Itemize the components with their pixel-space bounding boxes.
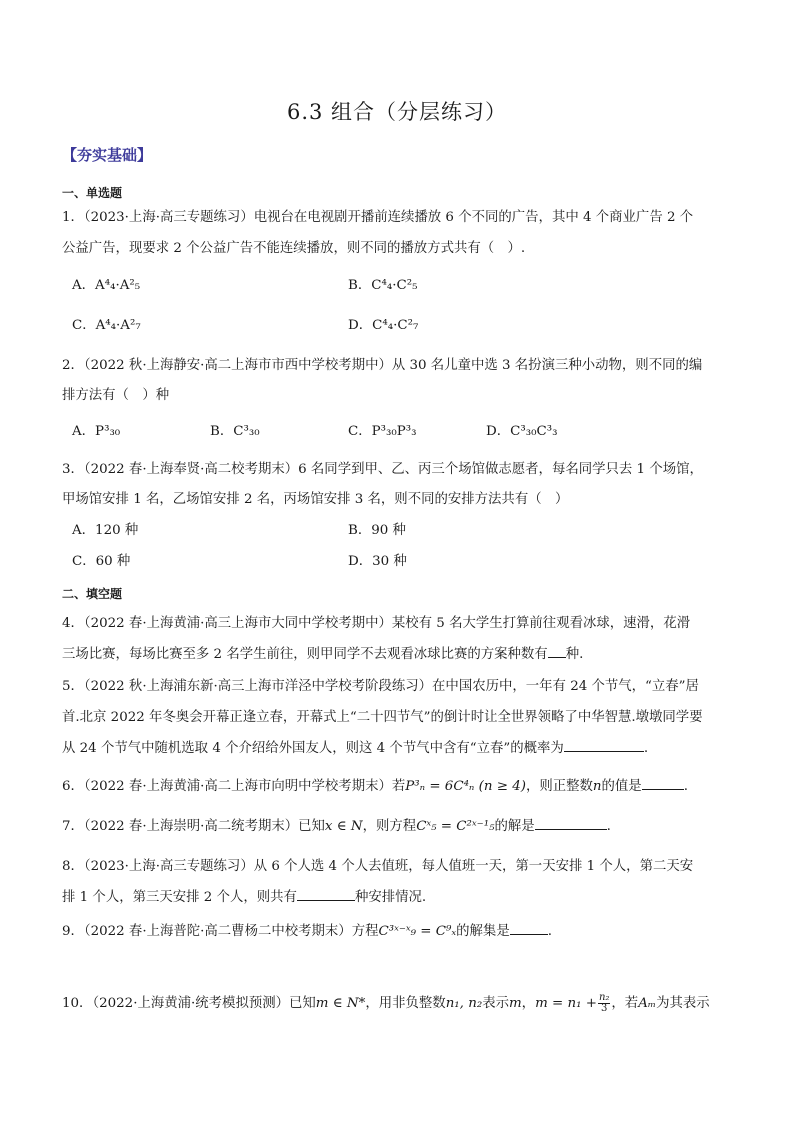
answer-blank-6[interactable] bbox=[642, 777, 684, 790]
question-3-line-1: 3．（2022 春·上海奉贤·高二校考期末）6 名同学到甲、乙、丙三个场馆做志愿者，每名同学只去 1 个场馆， bbox=[62, 462, 703, 477]
question-7-middle: ，则方程 bbox=[362, 819, 417, 834]
question-4-text: 三场比赛，每场比赛至多 2 名学生前往，则甲同学不去观看冰球比赛的方案种数有 bbox=[62, 647, 548, 662]
question-1-option-b: B．C⁴₄·C²₅ bbox=[348, 278, 418, 293]
fraction-denominator: 3 bbox=[601, 1003, 608, 1014]
question-9-line bbox=[62, 920, 552, 939]
page-title: 6.3 组合（分层练习） bbox=[286, 100, 508, 124]
question-10-m: m bbox=[508, 996, 522, 1011]
answer-blank-4[interactable] bbox=[548, 645, 566, 658]
question-10-sep: ， bbox=[521, 996, 536, 1011]
question-1-option-a: A．A⁴₄·A²₅ bbox=[72, 278, 141, 293]
question-2-option-a: A．P³₃₀ bbox=[72, 424, 121, 439]
question-3-option-a: A．120 种 bbox=[72, 523, 139, 538]
question-3-option-c: C．60 种 bbox=[72, 554, 131, 569]
question-10-vars: n₁, n₂ bbox=[445, 996, 483, 1011]
question-9-formula: C³ˣ⁻ˣ₉ = C⁹ₓ bbox=[378, 924, 457, 939]
section-heading-single-choice: 一、单选题 bbox=[62, 186, 123, 200]
question-8-text: 排 1 个人，第三天安排 2 个人，则共有 bbox=[62, 890, 297, 905]
question-7-suffix: 的解是 bbox=[494, 819, 535, 834]
question-4-text-end: 种. bbox=[565, 647, 584, 662]
question-4-line-1: 4．（2022 春·上海黄浦·高三上海市大同中学校考期中）某校有 5 名大学生打算前往观看冰球，速滑，花滑 bbox=[62, 616, 691, 631]
question-7-formula: Cˣ₅ = C²ˣ⁻¹₅ bbox=[416, 819, 495, 834]
question-4-line-2 bbox=[62, 643, 583, 662]
question-10-line bbox=[62, 992, 710, 1014]
question-3-line-2: 甲场馆安排 1 名，乙场馆安排 2 名，丙场馆安排 3 名，则不同的安排方法共有（ ） bbox=[62, 492, 569, 507]
question-9-end: . bbox=[547, 924, 552, 939]
question-8-line-1: 8．（2023·上海·高三专题练习）从 6 个人选 4 个人去值班，每人值班一天，第一天安排 1 个人，第二天安 bbox=[62, 859, 694, 874]
question-8-line-2 bbox=[62, 886, 426, 905]
question-5-line-2: 首.北京 2022 年冬奥会开幕正逢立春，开幕式上“二十四节气”的倒计时让全世界领略了中华智慧.墩墩同学要 bbox=[62, 710, 703, 725]
question-2-line-2: 排方法有（ ）种 bbox=[62, 388, 170, 403]
section-heading-fill-blank: 二、填空题 bbox=[62, 587, 123, 601]
question-1-option-c: C．A⁴₄·A²₇ bbox=[72, 318, 141, 333]
question-10-condition: m ∈ N* bbox=[315, 996, 366, 1011]
question-6-line bbox=[62, 775, 688, 794]
question-6-end: . bbox=[683, 779, 688, 794]
question-5-line-3 bbox=[62, 737, 648, 756]
question-2-option-b: B．C³₃₀ bbox=[210, 424, 260, 439]
question-6-middle: ，则正整数 bbox=[525, 779, 593, 794]
question-9-suffix: 的解集是 bbox=[456, 924, 510, 939]
question-5-end: . bbox=[643, 741, 649, 756]
question-7-text: 7．（2022 春·上海崇明·高二统考期末）已知 bbox=[62, 819, 325, 834]
question-3-option-b: B．90 种 bbox=[348, 523, 406, 538]
question-2-line-1: 2．（2022 秋·上海静安·高二上海市市西中学校考期中）从 30 名儿童中选 3 名扮演三种小动物，则不同的编 bbox=[62, 358, 703, 373]
answer-blank-5[interactable] bbox=[564, 739, 644, 752]
answer-blank-7[interactable] bbox=[535, 817, 607, 830]
question-1-line-2: 公益广告，现要求 2 个公益广告不能连续播放，则不同的播放方式共有（ ）. bbox=[62, 241, 526, 256]
question-7-condition: x ∈ N bbox=[324, 819, 363, 834]
question-10-middle: ，用非负整数 bbox=[365, 996, 446, 1011]
question-6-formula: P³ₙ = 6C⁴ₙ (n ≥ 4) bbox=[405, 779, 526, 794]
question-9-text: 9．（2022 春·上海普陀·高二曹杨二中校考期末）方程 bbox=[62, 924, 379, 939]
question-7-line bbox=[62, 815, 611, 834]
question-10-formula: m = n₁ + bbox=[535, 996, 597, 1011]
question-3-option-d: D．30 种 bbox=[348, 554, 407, 569]
question-5-line-1: 5．（2022 秋·上海浦东新·高三上海市洋泾中学校考阶段练习）在中国农历中，一年有 24 个节气，“立春”居 bbox=[62, 679, 699, 694]
question-2-option-d: D．C³₃₀C³₃ bbox=[486, 424, 558, 439]
question-10-show: 表示 bbox=[482, 996, 509, 1011]
question-10-am: Aₘ bbox=[638, 996, 657, 1011]
answer-blank-8[interactable] bbox=[297, 888, 355, 901]
question-6-suffix: 的值是 bbox=[601, 779, 642, 794]
question-10-tail: 为其表示 bbox=[656, 996, 710, 1011]
question-10-suffix: ，若 bbox=[611, 996, 639, 1011]
question-5-text: 从 24 个节气中随机选取 4 个介绍给外国友人，则这 4 个节气中含有“立春”的概率为 bbox=[62, 741, 564, 756]
question-6-var: n bbox=[592, 779, 602, 794]
section-banner: 【夯实基础】 bbox=[62, 146, 153, 164]
question-8-text-end: 种安排情况. bbox=[354, 890, 427, 905]
question-10-fraction bbox=[598, 993, 610, 1014]
answer-blank-9[interactable] bbox=[510, 922, 548, 935]
question-1-line-1: 1．（2023·上海·高三专题练习）电视台在电视剧开播前连续播放 6 个不同的广告，其中 4 个商业广告 2 个 bbox=[62, 210, 694, 225]
question-7-end: . bbox=[606, 819, 611, 834]
question-1-option-d: D．C⁴₄·C²₇ bbox=[348, 318, 419, 333]
question-10-text: 10．（2022·上海黄浦·统考模拟预测）已知 bbox=[62, 996, 316, 1011]
question-2-option-c: C．P³₃₀P³₃ bbox=[348, 424, 417, 439]
question-6-text: 6．（2022 春·上海黄浦·高二上海市向明中学校考期末）若 bbox=[62, 779, 406, 794]
fraction-numerator: n₂ bbox=[598, 992, 610, 1003]
